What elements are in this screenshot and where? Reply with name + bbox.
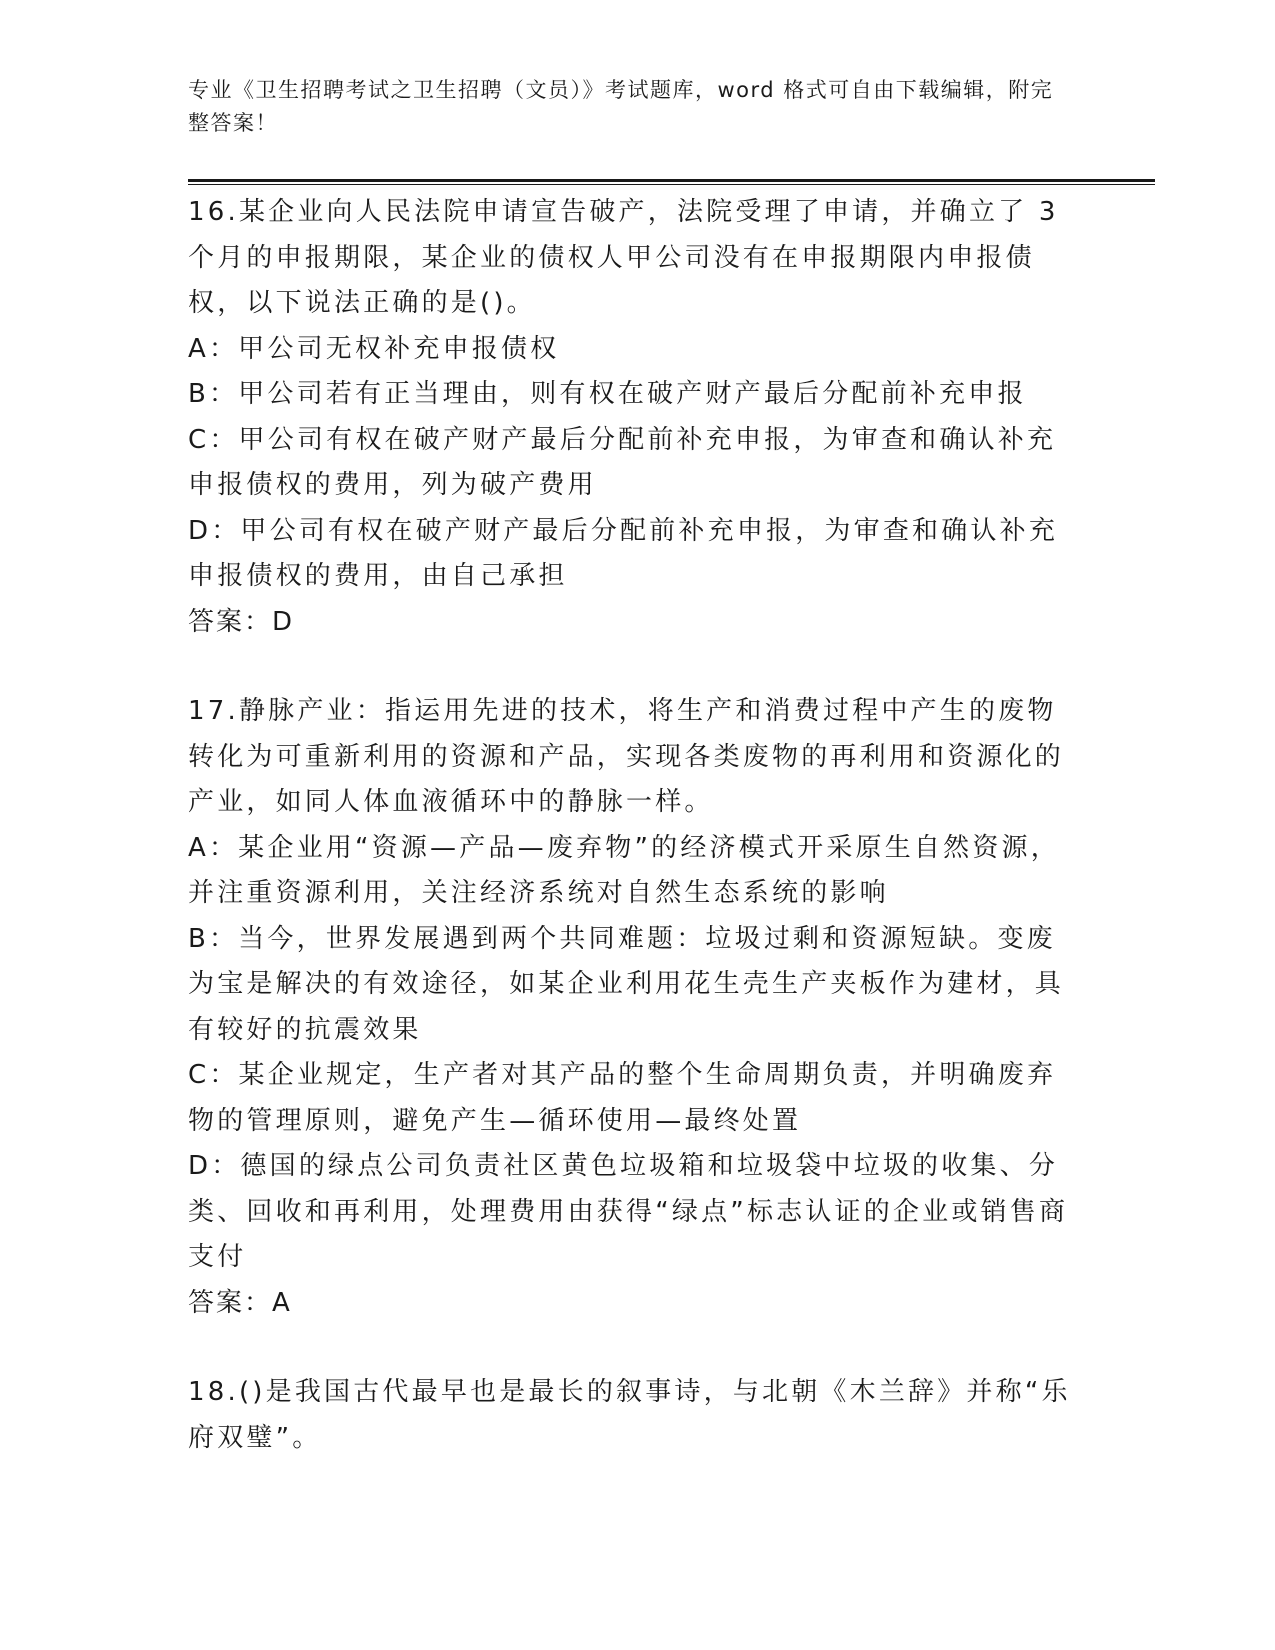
answer: 答案：A: [188, 1287, 292, 1318]
question-stem: 16.某企业向人民法院申请宣告破产，法院受理了申请，并确立了 3 个月的申报期限，某企业的债权人甲公司没有在申报期限内申报债权，以下说法正确的是()。: [188, 197, 1059, 318]
option-b: B：当今，世界发展遇到两个共同难题：垃圾过剩和资源短缺。变废为宝是解决的有效途径，如某企业利用花生壳生产夹板作为建材，具有较好的抗震效果: [188, 923, 1065, 1045]
question-18: [188, 1370, 1078, 1461]
question-stem: 17.静脉产业：指运用先进的技术，将生产和消费过程中产生的废物转化为可重新利用的资源和产品，实现各类废物的再利用和资源化的产业，如同人体血液循环中的静脉一样。: [188, 696, 1065, 817]
question-stem: 18.()是我国古代最早也是最长的叙事诗，与北朝《木兰辞》并称“乐府双璧”。: [188, 1377, 1071, 1453]
option-d: D：甲公司有权在破产财产最后分配前补充申报，为审查和确认补充申报债权的费用，由自己承担: [188, 515, 1059, 591]
option-a: A：甲公司无权补充申报债权: [188, 333, 560, 364]
option-c: C：某企业规定，生产者对其产品的整个生命周期负责，并明确废弃物的管理原则，避免产生—循环使用—最终处置: [188, 1060, 1057, 1136]
question-17: [188, 689, 1078, 1326]
option-a: A：某企业用“资源—产品—废弃物”的经济模式开采原生自然资源，并注重资源利用，关注经济系统对自然生态系统的影响: [188, 832, 1060, 908]
option-c: C：甲公司有权在破产财产最后分配前补充申报，为审查和确认补充申报债权的费用，列为破产费用: [188, 424, 1057, 500]
answer: 答案：D: [188, 606, 295, 637]
option-b: B：甲公司若有正当理由，则有权在破产财产最后分配前补充申报: [188, 379, 1027, 409]
header-divider-thin: [188, 184, 1155, 185]
option-d: D：德国的绿点公司负责社区黄色垃圾箱和垃圾袋中垃圾的收集、分类、回收和再利用，处理费用由获得“绿点”标志认证的企业或销售商支付: [188, 1151, 1069, 1272]
header-title: 专业《卫生招聘考试之卫生招聘（文员）》考试题库，word 格式可自由下载编辑，附完整答案！: [188, 78, 1054, 135]
question-16: [188, 190, 1078, 645]
header-divider: [188, 179, 1155, 182]
